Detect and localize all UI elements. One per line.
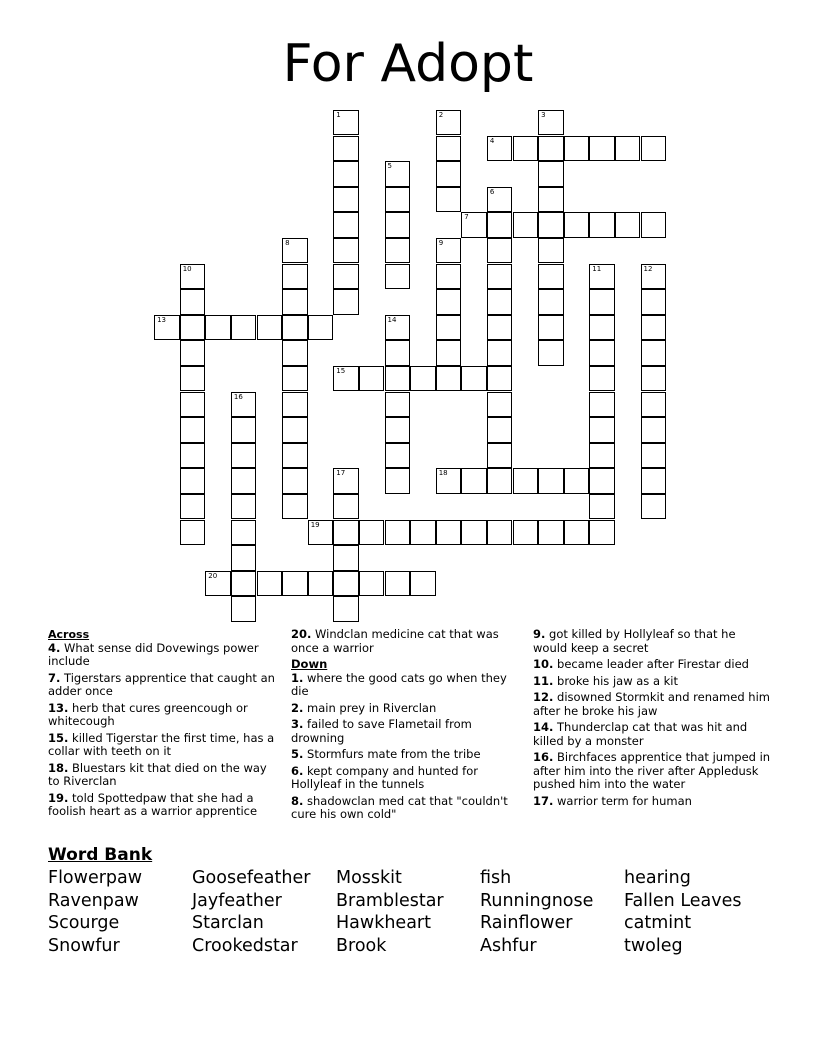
grid-cell[interactable] [641, 264, 667, 290]
grid-cell[interactable] [359, 366, 385, 392]
grid-cell[interactable] [461, 520, 487, 546]
grid-cell[interactable] [513, 212, 539, 238]
clue-number-label: 13. [48, 700, 69, 715]
grid-cell[interactable] [641, 289, 667, 315]
clue-number: 15 [336, 366, 346, 375]
grid-cell[interactable] [538, 264, 564, 290]
grid-cell[interactable] [461, 366, 487, 392]
grid-cell[interactable] [257, 571, 283, 597]
down-clue [533, 751, 773, 792]
word-bank-word: Flowerpaw [48, 868, 143, 888]
clue-text: got killed by Hollyleaf so that he would keep a secret [533, 627, 736, 655]
clue-number: 8 [285, 238, 290, 247]
grid-cell[interactable] [589, 366, 615, 392]
clue-number: 19 [310, 520, 320, 529]
clue-number: 1 [336, 110, 341, 119]
word-bank-word: Goosefeather [192, 868, 311, 888]
grid-cell[interactable] [333, 110, 359, 136]
grid-cell[interactable] [487, 136, 513, 162]
clue-column-3 [533, 628, 773, 811]
word-bank-word: twoleg [624, 936, 683, 956]
grid-cell[interactable] [180, 289, 206, 315]
clue-text: main prey in Riverclan [303, 700, 437, 715]
down-clue [533, 795, 773, 809]
grid-cell[interactable] [538, 187, 564, 213]
grid-cell[interactable] [487, 187, 513, 213]
grid-cell[interactable] [385, 392, 411, 418]
grid-cell[interactable] [410, 571, 436, 597]
grid-cell[interactable] [231, 443, 257, 469]
grid-cell[interactable] [538, 315, 564, 341]
grid-cell[interactable] [589, 289, 615, 315]
clue-number-label: 11. [533, 673, 554, 688]
grid-cell[interactable] [282, 494, 308, 520]
grid-cell[interactable] [564, 212, 590, 238]
clue-number-label: 14. [533, 720, 554, 734]
grid-cell[interactable] [538, 136, 564, 162]
word-bank-word: Jayfeather [192, 891, 282, 911]
word-bank-word: Mosskit [336, 868, 402, 888]
grid-cell[interactable] [333, 136, 359, 162]
grid-cell[interactable] [257, 315, 283, 341]
grid-cell[interactable] [359, 520, 385, 546]
clue-number: 20 [208, 571, 218, 580]
grid-cell[interactable] [333, 494, 359, 520]
across-clue [48, 642, 276, 669]
grid-cell[interactable] [564, 520, 590, 546]
grid-cell[interactable] [231, 468, 257, 494]
word-bank-word: Crookedstar [192, 936, 298, 956]
grid-cell[interactable] [487, 366, 513, 392]
clue-number: 7 [464, 213, 469, 222]
word-bank-word: Scourge [48, 913, 120, 933]
grid-cell[interactable] [538, 340, 564, 366]
grid-cell[interactable] [513, 468, 539, 494]
word-bank-word: fish [480, 868, 512, 888]
grid-cell[interactable] [436, 110, 462, 136]
grid-cell[interactable] [564, 136, 590, 162]
grid-cell[interactable] [282, 417, 308, 443]
grid-cell[interactable] [436, 520, 462, 546]
grid-cell[interactable] [487, 340, 513, 366]
grid-cell[interactable] [333, 187, 359, 213]
grid-cell[interactable] [180, 392, 206, 418]
clue-number: 4 [489, 136, 495, 145]
clue-text: killed Tigerstar the first time, has a collar with teeth on it [48, 730, 275, 758]
clue-number: 5 [387, 162, 392, 171]
grid-cell[interactable] [487, 468, 513, 494]
grid-cell[interactable] [180, 315, 206, 341]
clue-number-label: 10. [533, 657, 554, 671]
grid-cell[interactable] [385, 212, 411, 238]
grid-cell[interactable] [282, 264, 308, 290]
clue-number-label: 8. [291, 793, 304, 808]
grid-cell[interactable] [538, 289, 564, 315]
word-bank-word: Ashfur [480, 936, 537, 956]
clue-number-label: 12. [533, 690, 554, 704]
grid-cell[interactable] [385, 264, 411, 290]
clue-number-label: 20. [291, 627, 312, 641]
grid-cell[interactable] [641, 468, 667, 494]
grid-cell[interactable] [436, 315, 462, 341]
grid-cell[interactable] [436, 289, 462, 315]
grid-cell[interactable] [513, 136, 539, 162]
grid-cell[interactable] [436, 136, 462, 162]
clue-text: kept company and hunted for Hollyleaf in the tunnels [291, 763, 478, 791]
across-clue [291, 628, 519, 655]
grid-cell[interactable] [410, 520, 436, 546]
down-clue [291, 795, 519, 822]
grid-cell[interactable] [641, 417, 667, 443]
grid-cell[interactable] [180, 366, 206, 392]
grid-cell[interactable] [436, 340, 462, 366]
down-clue [533, 658, 773, 672]
clue-text: shadowclan med cat that "couldn't cure his own cold" [291, 793, 508, 821]
clue-number-label: 19. [48, 790, 69, 805]
grid-cell[interactable] [385, 468, 411, 494]
grid-cell[interactable] [333, 161, 359, 187]
clue-text: broke his jaw as a kit [553, 673, 679, 688]
grid-cell[interactable] [308, 315, 334, 341]
clue-number: 10 [182, 264, 192, 273]
grid-cell[interactable] [487, 212, 513, 238]
grid-cell[interactable] [589, 212, 615, 238]
grid-cell[interactable] [641, 340, 667, 366]
grid-cell[interactable] [385, 161, 411, 187]
word-bank-word: Fallen Leaves [624, 891, 742, 911]
grid-cell[interactable] [461, 468, 487, 494]
across-clue [48, 792, 276, 819]
grid-cell[interactable] [154, 315, 180, 341]
grid-cell[interactable] [231, 545, 257, 571]
grid-cell[interactable] [333, 366, 359, 392]
clue-number: 13 [157, 315, 167, 324]
clue-text: What sense did Dovewings power include [48, 640, 259, 668]
clue-number: 18 [438, 469, 448, 478]
grid-cell[interactable] [333, 264, 359, 290]
down-clue [291, 765, 519, 792]
word-bank-word: Hawkheart [336, 913, 431, 933]
grid-cell[interactable] [436, 264, 462, 290]
grid-cell[interactable] [461, 212, 487, 238]
clue-column-2 [291, 628, 519, 825]
clue-number: 16 [233, 392, 243, 401]
clue-number-label: 18. [48, 760, 69, 775]
clue-text: became leader after Firestar died [553, 657, 749, 671]
clue-number-label: 9. [533, 627, 546, 641]
grid-cell[interactable] [641, 212, 667, 238]
grid-cell[interactable] [385, 417, 411, 443]
grid-cell[interactable] [641, 136, 667, 162]
grid-cell[interactable] [282, 315, 308, 341]
grid-cell[interactable] [180, 494, 206, 520]
clue-number-label: 16. [533, 750, 554, 764]
grid-cell[interactable] [538, 520, 564, 546]
clue-text: warrior term for human [553, 793, 692, 808]
grid-cell[interactable] [282, 238, 308, 264]
grid-cell[interactable] [641, 315, 667, 341]
clue-text: told Spottedpaw that she had a foolish heart as a warrior apprentice [48, 790, 258, 818]
grid-cell[interactable] [410, 366, 436, 392]
grid-cell[interactable] [589, 315, 615, 341]
grid-cell[interactable] [231, 392, 257, 418]
down-clue [533, 628, 773, 655]
grid-cell[interactable] [333, 571, 359, 597]
clue-number-label: 1. [291, 670, 304, 685]
grid-cell[interactable] [589, 136, 615, 162]
clue-text: Windclan medicine cat that was once a warrior [291, 627, 499, 655]
grid-cell[interactable] [385, 187, 411, 213]
grid-cell[interactable] [589, 417, 615, 443]
grid-cell[interactable] [282, 366, 308, 392]
grid-cell[interactable] [487, 520, 513, 546]
grid-cell[interactable] [513, 520, 539, 546]
clue-text: Thunderclap cat that was hit and killed by a monster [533, 720, 748, 748]
grid-cell[interactable] [436, 366, 462, 392]
grid-cell[interactable] [564, 468, 590, 494]
grid-cell[interactable] [308, 520, 334, 546]
grid-cell[interactable] [436, 161, 462, 187]
grid-cell[interactable] [231, 417, 257, 443]
down-clue [291, 748, 519, 762]
word-bank-word: Runningnose [480, 891, 594, 911]
grid-cell[interactable] [205, 571, 231, 597]
grid-cell[interactable] [333, 545, 359, 571]
clue-text: Tigerstars apprentice that caught an adder once [48, 670, 275, 698]
clue-text: where the good cats go when they die [291, 670, 507, 698]
grid-cell[interactable] [231, 494, 257, 520]
grid-cell[interactable] [641, 392, 667, 418]
clue-column-1 [48, 628, 276, 822]
grid-cell[interactable] [487, 238, 513, 264]
down-heading: Down [291, 657, 328, 671]
down-clue [533, 675, 773, 689]
grid-cell[interactable] [333, 212, 359, 238]
across-clue [48, 732, 276, 759]
grid-cell[interactable] [487, 264, 513, 290]
word-bank-title: Word Bank [48, 845, 153, 865]
grid-cell[interactable] [641, 494, 667, 520]
clue-number-label: 7. [48, 670, 61, 685]
grid-cell[interactable] [282, 468, 308, 494]
grid-cell[interactable] [282, 340, 308, 366]
grid-cell[interactable] [436, 468, 462, 494]
clue-number: 11 [592, 264, 602, 273]
clue-number-label: 6. [291, 763, 304, 778]
clue-number: 17 [336, 469, 346, 478]
word-bank-word: hearing [624, 868, 691, 888]
grid-cell[interactable] [487, 289, 513, 315]
word-bank-word: Bramblestar [336, 891, 444, 911]
down-clue [533, 721, 773, 748]
grid-cell[interactable] [180, 468, 206, 494]
grid-cell[interactable] [436, 238, 462, 264]
word-bank-word: Snowfur [48, 936, 120, 956]
clue-text: Bluestars kit that died on the way to Riverclan [48, 760, 267, 788]
grid-cell[interactable] [589, 494, 615, 520]
clue-number: 14 [387, 315, 397, 324]
grid-cell[interactable] [231, 315, 257, 341]
grid-cell[interactable] [641, 443, 667, 469]
grid-cell[interactable] [487, 417, 513, 443]
clue-text: Stormfurs mate from the tribe [303, 747, 481, 761]
grid-cell[interactable] [436, 187, 462, 213]
grid-cell[interactable] [205, 315, 231, 341]
grid-cell[interactable] [538, 161, 564, 187]
grid-cell[interactable] [333, 238, 359, 264]
grid-cell[interactable] [538, 468, 564, 494]
grid-cell[interactable] [333, 520, 359, 546]
clue-text: herb that cures greencough or whitecough [48, 700, 248, 728]
word-bank-word: Brook [336, 936, 387, 956]
clue-number-label: 15. [48, 730, 69, 745]
clue-number-label: 3. [291, 717, 304, 731]
grid-cell[interactable] [589, 468, 615, 494]
word-bank-word: catmint [624, 913, 692, 933]
grid-cell[interactable] [385, 571, 411, 597]
clue-text: disowned Stormkit and renamed him after he broke his jaw [533, 690, 770, 718]
down-clue [291, 718, 519, 745]
grid-cell[interactable] [538, 212, 564, 238]
grid-cell[interactable] [308, 571, 334, 597]
grid-cell[interactable] [385, 315, 411, 341]
across-heading: Across [48, 628, 90, 641]
grid-cell[interactable] [589, 264, 615, 290]
grid-cell[interactable] [282, 571, 308, 597]
grid-cell[interactable] [385, 366, 411, 392]
grid-cell[interactable] [589, 443, 615, 469]
word-bank-word: Rainflower [480, 913, 573, 933]
across-clue [48, 702, 276, 729]
grid-cell[interactable] [282, 289, 308, 315]
grid-cell[interactable] [231, 520, 257, 546]
grid-cell[interactable] [385, 520, 411, 546]
grid-cell[interactable] [487, 315, 513, 341]
grid-cell[interactable] [487, 392, 513, 418]
down-clue [291, 672, 519, 699]
grid-cell[interactable] [615, 136, 641, 162]
down-clue [291, 702, 519, 716]
word-bank-word: Starclan [192, 913, 264, 933]
grid-cell[interactable] [487, 443, 513, 469]
grid-cell[interactable] [385, 340, 411, 366]
grid-cell[interactable] [231, 596, 257, 622]
grid-cell[interactable] [589, 340, 615, 366]
down-clue [533, 691, 773, 718]
clue-number: 12 [643, 264, 653, 273]
grid-cell[interactable] [333, 596, 359, 622]
grid-cell[interactable] [538, 110, 564, 136]
grid-cell[interactable] [641, 366, 667, 392]
grid-cell[interactable] [180, 520, 206, 546]
grid-cell[interactable] [589, 520, 615, 546]
clue-number-label: 17. [533, 793, 554, 808]
grid-cell[interactable] [180, 417, 206, 443]
grid-cell[interactable] [538, 238, 564, 264]
clue-number: 9 [438, 238, 444, 247]
clue-number: 2 [438, 110, 444, 119]
grid-cell[interactable] [180, 340, 206, 366]
grid-cell[interactable] [385, 238, 411, 264]
word-bank-word: Ravenpaw [48, 891, 139, 911]
grid-cell[interactable] [385, 443, 411, 469]
grid-cell[interactable] [282, 443, 308, 469]
clue-text: failed to save Flametail from drowning [291, 717, 472, 745]
grid-cell[interactable] [180, 264, 206, 290]
clue-text: Birchfaces apprentice that jumped in after him into the river after Appledusk pushed him into the water [533, 750, 771, 791]
grid-cell[interactable] [180, 443, 206, 469]
grid-cell[interactable] [333, 289, 359, 315]
grid-cell[interactable] [589, 392, 615, 418]
grid-cell[interactable] [231, 571, 257, 597]
clue-number: 3 [541, 110, 546, 119]
grid-cell[interactable] [282, 392, 308, 418]
clue-number-label: 2. [291, 700, 304, 715]
across-clue [48, 762, 276, 789]
grid-cell[interactable] [615, 212, 641, 238]
clue-number-label: 5. [291, 747, 304, 761]
across-clue [48, 672, 276, 699]
clue-number-label: 4. [48, 640, 61, 655]
clue-number: 6 [489, 187, 495, 196]
grid-cell[interactable] [359, 571, 385, 597]
grid-cell[interactable] [333, 468, 359, 494]
puzzle-title: For Adopt [282, 34, 534, 94]
